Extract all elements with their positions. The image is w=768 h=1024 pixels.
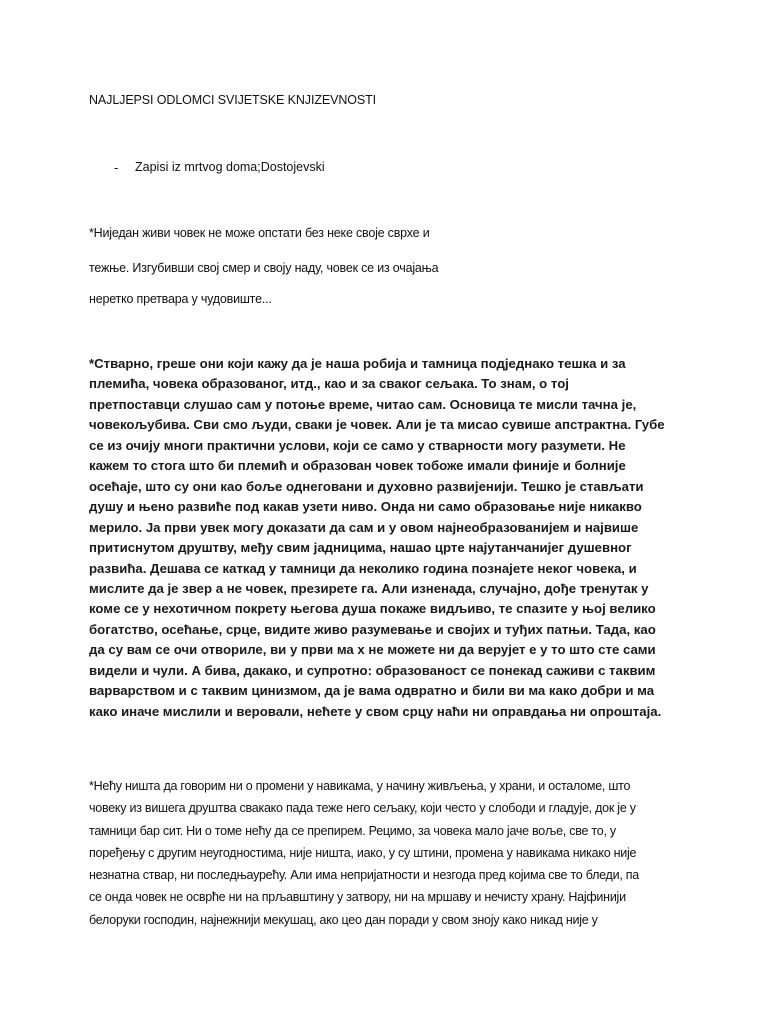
paragraph-1-line: неретко претвара у чудовиште... bbox=[89, 292, 272, 306]
document-title: NAJLJEPSI ODLOMCI SVIJETSKE KNJIZEVNOSTI bbox=[89, 93, 377, 107]
paragraph-2-line: притиснутом друштву, међу свим јадницима, нашао црте најутанчанијег душевног bbox=[89, 540, 632, 556]
paragraph-3-line: човеку из вишега друштва свакако пада теже него сељаку, који често у слободи и гладује, док је у bbox=[89, 801, 636, 816]
paragraph-2-line: да су вам се очи отвориле, ви у први ма х не можете ни да верујет е у то што сте сами bbox=[89, 642, 656, 658]
paragraph-3-line: тамници бар сит. Ни о томе нећу да се препирем. Рецимо, за човека мало јаче воље, све то, у bbox=[89, 823, 616, 838]
paragraph-2-line: варварством и с таквим цинизмом, да је вама одвратно и били ви ма како добри и ма bbox=[89, 683, 655, 699]
paragraph-3 bbox=[89, 775, 694, 931]
paragraph-2-line: човекољубива. Сви смо људи, сваки је човек. Али је та мисао сувише апстрактна. Губе bbox=[89, 417, 665, 433]
paragraph-3-line: белоруки господин, најнежнији мекушац, ако цео дан поради у свом зноју како никад није у bbox=[89, 912, 598, 927]
paragraph-2-line: богатство, осећање, срце, видите живо разумевање и својих и туђих патњи. Тада, као bbox=[89, 621, 656, 637]
paragraph-2-line: како иначе мислили и веровали, нећете у свом срцу наћи ни оправдања ни опроштаја. bbox=[89, 703, 662, 719]
bullet-marker: - bbox=[114, 160, 119, 175]
paragraph-2-line: мерило. Ја први увек могу доказати да сам и у овом најнеобразованијем и највише bbox=[89, 519, 639, 535]
bullet-item: Zapisi iz mrtvog doma;Dostojevski bbox=[135, 160, 325, 174]
paragraph-2-line: осећаје, што су они као боље однеговани и духовно развијенији. Тешко је стављати bbox=[89, 478, 644, 494]
paragraph-3-line: незнатна ствар, ни последњаурећу. Али има непријатности и незгода пред којима све то бледи, па bbox=[89, 868, 639, 883]
paragraph-2-line: развића. Дешава се каткад у тамници да неколико година познајете неког човека, и bbox=[89, 560, 637, 576]
paragraph-1-line: *Ниједан живи човек не може опстати без неке своје сврхе и bbox=[89, 226, 430, 240]
paragraph-3-line: се онда човек не осврће ни на прљавштину у затвору, ни на мршаву и нечисту храну. Најфинији bbox=[89, 890, 626, 905]
paragraph-2-line: кажем то стога што би племић и образован човек тобоже имали финије и болније bbox=[89, 458, 626, 474]
paragraph-2-line: коме се у нехотичном покрету његова душа покаже видљиво, те спазите у њој велико bbox=[89, 601, 656, 617]
paragraph-3-line: поређењу с другим неугодностима, није ништа, иако, у су штини, промена у навикама никако није bbox=[89, 845, 637, 860]
paragraph-2-line: видели и чули. А бива, дакако, и супротно: образованост се понекад саживи с таквим bbox=[89, 662, 656, 678]
paragraph-2-line: *Стварно, греше они који кажу да је наша робија и тамница подједнако тешка и за bbox=[89, 356, 626, 371]
paragraph-1-line: тежње. Изгубивши свој смер и своју наду, човек се из очајања bbox=[89, 261, 439, 275]
paragraph-2-line: мислите да је звер а не човек, презирете га. Али изненада, случајно, дође тренутак у bbox=[89, 580, 649, 596]
paragraph-2-line: претпоставци слушао сам у потоње време, читао сам. Основица те мисли тачна је, bbox=[89, 396, 637, 412]
paragraph-2-line: душу и њено развиће под какав узети ниво. Онда ни само образовање није никакво bbox=[89, 499, 642, 515]
paragraph-2 bbox=[89, 354, 689, 722]
paragraph-2-line: племића, човека образованог, итд., као и за сваког сељака. То знам, о тој bbox=[89, 376, 569, 392]
paragraph-2-line: се из очију многи практични услови, који се само у стварности могу разумети. Не bbox=[89, 437, 626, 453]
paragraph-3-line: *Нећу ништа да говорим ни о промени у навикама, у начину живљења, у храни, и осталоме, што bbox=[89, 779, 631, 793]
